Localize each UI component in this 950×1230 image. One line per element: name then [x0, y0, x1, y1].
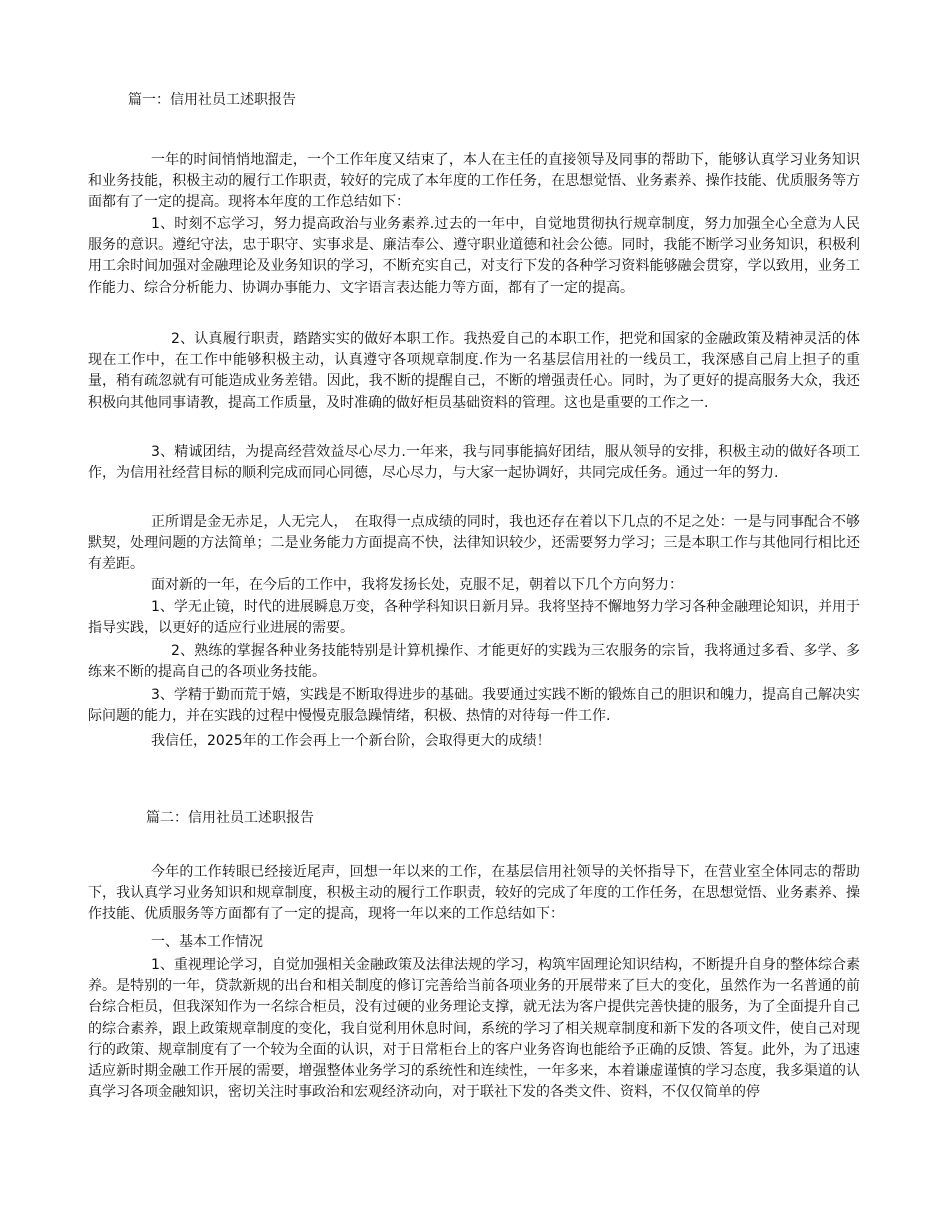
- article-2-paragraph-2: 1、重视理论学习，自觉加强相关金融政策及法律法规的学习，构筑牢固理论知识结构，不断提升自身的整体综合素养。是特别的一年，贷款新规的出台和相关制度的修订完善给当前各项业务的开展带来了巨大的变化，虽然作为一名普通的前台综合柜员，但我深知作为一名综合柜员，没有过硬的业务理论支撑，就无法为客户提供完善快捷的服务，为了全面提升自己的综合素养，跟上政策规章制度的变化，我自觉利用休息时间，系统的学习了相关规章制度和新下发的各项文件，使自己对现行的政策、规章制度有了一个较为全面的认识，对于日常柜台上的客户业务咨询也能给予正确的反馈、答复。此外，为了迅速适应新时期金融工作开展的需要，增强整体业务学习的系统性和连续性，一年多来，本着谦虚谨慎的学习态度，我多渠道的认真学习各项金融知识，密切关注时事政治和宏观经济动向，对于联社下发的各类文件、资料，不仅仅简单的停: [88, 957, 860, 1101]
- article-1-paragraph-8: 2、熟练的掌握各种业务技能特别是计算机操作、才能更好的实践为三农服务的宗旨，我将通过多看、多学、多练来不断的提高自己的各项业务技能。: [88, 643, 860, 681]
- article-1-paragraph-6: 面对新的一年，在今后的工作中，我将发扬长处，克服不足，朝着以下几个方向努力：: [151, 577, 683, 593]
- article-1-paragraph-5: 正所谓是金无赤足，人无完人， 在取得一点成绩的同时，我也还存在着以下几点的不足之处：一是与同事配合不够默契，处理问题的方法简单；二是业务能力方面提高不快，法律知识较少，还需要努力学习；三是本职工作与其他同行相比还有差距。: [88, 514, 860, 573]
- article-1-paragraph-4: 3、精诚团结，为提高经营效益尽心尽力.一年来，我与同事能搞好团结，服从领导的安排，积极主动的做好各项工作，为信用社经营目标的顺利完成而同心同德，尽心尽力，与大家一起协调好，共同完成任务。通过一年的努力.: [88, 444, 860, 482]
- article-1-paragraph-1: 一年的时间悄悄地溜走，一个工作年度又结束了，本人在主任的直接领导及同事的帮助下，能够认真学习业务知识和业务技能，积极主动的履行工作职责，较好的完成了本年度的工作任务，在思想觉悟、业务素养、操作技能、优质服务等方面都有了一定的提高。现将本年度的工作总结如下：: [88, 152, 860, 211]
- article-2-paragraph-1: 今年的工作转眼已经接近尾声，回想一年以来的工作，在基层信用社领导的关怀指导下，在营业室全体同志的帮助下，我认真学习业务知识和规章制度，积极主动的履行工作职责，较好的完成了年度的工作任务，在思想觉悟、业务素养、操作技能、优质服务等方面都有了一定的提高，现将一年以来的工作总结如下：: [88, 864, 860, 923]
- article-2-title: 篇二：信用社员工述职报告: [146, 810, 314, 826]
- article-1-paragraph-9: 3、学精于勤而荒于嬉，实践是不断取得进步的基础。我要通过实践不断的锻炼自己的胆识和魄力，提高自己解决实际问题的能力，并在实践的过程中慢慢克服急躁情绪，积极、热情的对待每一件工作.: [88, 687, 860, 725]
- article-1-paragraph-3: 2、认真履行职责，踏踏实实的做好本职工作。我热爱自己的本职工作，把党和国家的金融政策及精神灵活的体现在工作中，在工作中能够积极主动，认真遵守各项规章制度.作为一名基层信用社的一线员工，我深感自己肩上担子的重量，稍有疏忽就有可能造成业务差错。因此，我不断的提醒自己，不断的增强责任心。同时，为了更好的提高服务大众，我还积极向其他同事请教，提高工作质量，及时准确的做好柜员基础资料的管理。这也是重要的工作之一.: [88, 331, 860, 411]
- article-1-paragraph-2: 1、时刻不忘学习，努力提高政治与业务素养.过去的一年中，自觉地贯彻执行规章制度，努力加强全心全意为人民服务的意识。遵纪守法，忠于职守、实事求是、廉洁奉公、遵守职业道德和社会公德。同时，我能不断学习业务知识，积极利用工余时间加强对金融理论及业务知识的学习，不断充实自己，对支行下发的各种学习资料能够融会贯穿，学以致用，业务工作能力、综合分析能力、协调办事能力、文字语言表达能力等方面，都有了一定的提高。: [88, 216, 860, 296]
- article-1-paragraph-10: 我信任，2025年的工作会再上一个新台阶，会取得更大的成绩！: [151, 733, 551, 749]
- article-1-title: 篇一：信用社员工述职报告: [128, 92, 296, 108]
- article-2-section-heading: 一、基本工作情况: [151, 934, 263, 950]
- article-1-paragraph-7: 1、学无止镜，时代的进展瞬息万变，各种学科知识日新月异。我将坚持不懈地努力学习各种金融理论知识，并用于指导实践，以更好的适应行业进展的需要。: [88, 599, 860, 637]
